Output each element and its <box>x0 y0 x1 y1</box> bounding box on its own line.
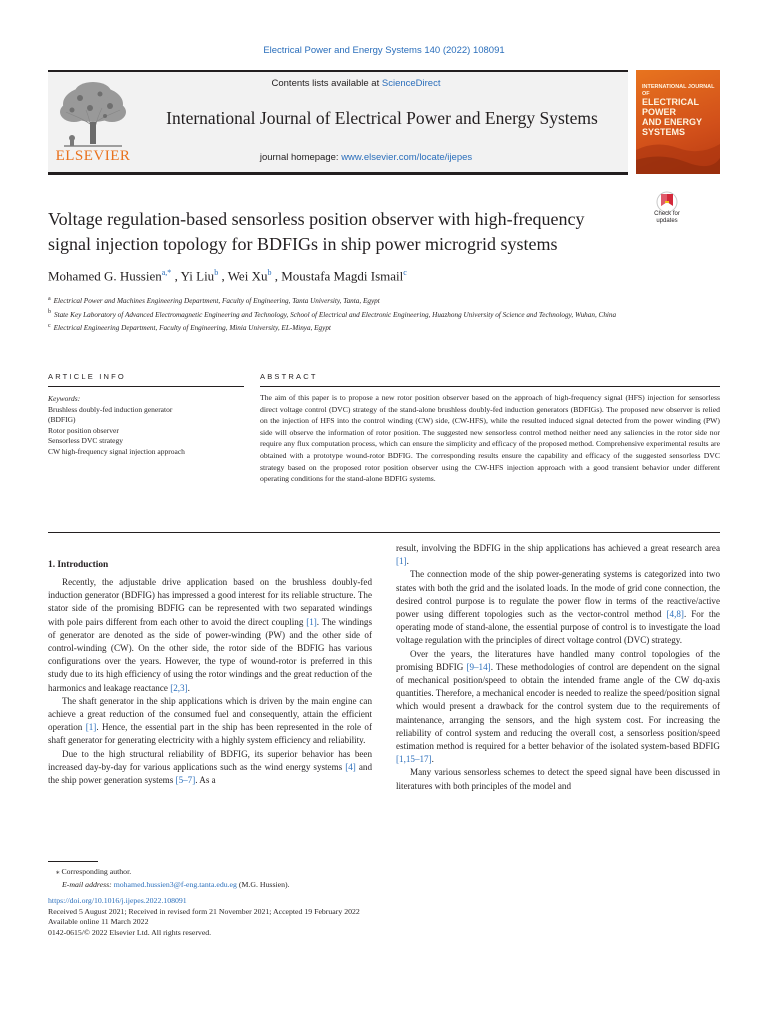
author-name[interactable]: Moustafa Magdi Ismail <box>281 268 404 284</box>
email-line <box>48 879 448 892</box>
author-affiliation-marker[interactable]: b <box>267 268 272 277</box>
received-dates: Received 5 August 2021; Received in revised form 21 November 2021; Accepted 19 February 2022 <box>48 906 360 916</box>
cover-line: INTERNATIONAL JOURNAL OF <box>642 84 715 97</box>
section-heading-introduction: 1. Introduction <box>48 560 109 570</box>
paragraph-text: . <box>431 754 434 765</box>
contents-prefix: Contents lists available at <box>271 78 382 89</box>
affiliation-text: State Key Laboratory of Advanced Electromagnetic Engineering and Technology, School of Electrical and Electronic Engineering, Huazhong University of Science and Technology, Wuhan, China <box>54 310 617 319</box>
citation-link[interactable]: [2,3] <box>170 682 188 693</box>
body-column-left <box>48 576 372 787</box>
affiliation-item <box>48 321 668 334</box>
asterisk-marker: ⁎ <box>56 868 60 876</box>
keyword-item: Rotor position observer <box>48 425 119 435</box>
author-affiliation-marker[interactable]: c <box>403 268 407 277</box>
elsevier-logo[interactable] <box>50 76 136 166</box>
keyword-item: (BDFIG) <box>48 415 76 424</box>
journal-name: International Journal of Electrical Power and Energy Systems <box>166 108 598 128</box>
abstract-rule <box>260 386 720 387</box>
affiliation-text: Electrical Power and Machines Engineering Department, Faculty of Engineering, Tanta University, Tanta, Egypt <box>53 297 380 306</box>
available-online: Available online 11 March 2022 <box>48 917 149 926</box>
paragraph-text: Recently, the adjustable drive application based on the brushless doubly-fed induction generator (BDFIG) has impressed a good interest for its reliable structure. The stator side of the promising BDFIG can be represented with two separated windings with pole pairs different from each other to avoid the direct coupling <box>48 577 372 627</box>
citation-link[interactable]: [9–14] <box>466 661 491 672</box>
body-column-right <box>396 542 720 793</box>
journal-citation[interactable]: Electrical Power and Energy Systems 140 (2022) 108091 <box>263 45 505 56</box>
keyword-item: Sensorless DVC strategy <box>48 436 123 445</box>
citation-link[interactable]: [4] <box>345 761 356 772</box>
paragraph-text: . Hence, the essential part in the ship has been represented in the role of shaft generator for generating electricity with a highly system efficiency and reliability. <box>48 722 372 746</box>
abstract-text: The aim of this paper is to propose a new rotor position observer based on the approach of high-frequency signal (HFS) injection for sensorless direct voltage control (DVC) strategy of the stand-alone brushless doubly-fed induction generators (BDFIGs). The proposed new observer is relied on the injection of HFS into the control winding (CW) side, (CW-HFS), while the resulted induced signal detected from the power winding (PW) side will observe the information of rotor position. The suggested new sensorless control method neither need any saliencies in the rotor side nor require any flux computation process, which can ensure the simplicity and efficacy of the proposed method. Comprehensive experimental results are obtained with a prototype wound-rotor BDFIG. The corresponding results ensure the capability and efficacy of the suggested sensorless DVC strategy based on the proposed rotor position observer using the CW-HFS injection approach with a good transient behavior under different operating conditions for the stand-alone BDFIG systems. <box>260 393 720 484</box>
paragraph-text: . <box>187 682 190 693</box>
affiliation-item <box>48 307 668 320</box>
paragraph-text: Due to the high structural reliability of BDFIG, its superior behavior has been increased day-by-day for various applications such as the wind energy systems <box>48 748 372 772</box>
article-title: Voltage regulation-based sensorless position observer with high-frequency signal injection topology for BDFIGs in ship power microgrid systems <box>48 209 585 254</box>
author-name[interactable]: Wei Xu <box>227 268 268 284</box>
paragraph-text: . These methodologies of control are dependent on the signal of mechanical position/speed to obtain the intended frame angle of the CW dq-axis quantities. Therefore, a mechanical encoder is needed to realize the speed/position signal which would present a drawback for the control system due to the requirements of maintenance, arranging the sensors, and the high system cost. For increasing the reliability of control system and reducing the overall cost, a sensorless position/speed estimation method is required for a better behavior of the isolated system-based BDFIG <box>396 661 720 752</box>
email-suffix: (M.G. Hussien). <box>236 879 290 889</box>
paragraph-text: . The windings of generator are denoted as the side of power-winding (PW) and the other side of control-winding (CW). On the other side, the rotor side of the BDFIG has various configurations over the years. However, the type of wound-rotor is preferred in this study due to its high efficiency of using the rotor windings and the great reduction of the harmonics and leakage reactance <box>48 616 372 693</box>
article-info-rule <box>48 386 244 387</box>
contents-line <box>136 78 576 89</box>
citation-link[interactable]: [1] <box>396 556 407 567</box>
author-name[interactable]: Mohamed G. Hussien <box>48 268 162 284</box>
abstract-heading: ABSTRACT <box>260 372 318 381</box>
author-list <box>48 268 668 284</box>
keywords-block <box>48 394 244 457</box>
author-separator: , <box>218 268 228 284</box>
paragraph-text: The shaft generator in the ship applications which is driven by the main engine can achieve a great reduction of the consumed fuel and consequently, attain the efficient operation <box>48 695 372 733</box>
cover-line: SYSTEMS <box>642 127 686 137</box>
paragraph-text: . As a <box>195 775 216 786</box>
body-paragraph <box>396 568 720 647</box>
footnotes <box>48 866 448 891</box>
footnote-rule <box>48 861 98 862</box>
journal-cover-image[interactable] <box>636 70 720 174</box>
homepage-prefix: journal homepage: <box>259 152 342 163</box>
body-paragraph <box>48 695 372 748</box>
body-paragraph <box>48 748 372 788</box>
homepage-line <box>136 152 596 163</box>
keywords-title: Keywords: <box>48 394 81 403</box>
affiliation-text: Electrical Engineering Department, Faculty of Engineering, Minia University, EL-Minya, Egypt <box>53 324 331 333</box>
sciencedirect-link[interactable]: ScienceDirect <box>381 78 441 89</box>
homepage-link[interactable]: www.elsevier.com/locate/ijepes <box>341 152 473 163</box>
cover-line: AND ENERGY <box>642 117 703 127</box>
abstract-bottom-rule <box>48 532 720 533</box>
citation-link[interactable]: [1] <box>85 722 97 733</box>
publisher-wordmark: ELSEVIER <box>55 148 131 164</box>
body-paragraph <box>48 576 372 695</box>
affiliations <box>48 294 668 334</box>
citation-link[interactable]: [4,8] <box>666 609 684 620</box>
article-info-heading: ARTICLE INFO <box>48 372 126 381</box>
publication-details <box>48 896 548 938</box>
cover-line: ELECTRICAL <box>642 97 699 107</box>
body-paragraph <box>396 648 720 767</box>
paragraph-text: The connection mode of the ship power-generating systems is categorized into two states with both the grid and the isolated loads. In the mode of grid cone connection, the desired control purpose is to regulate the power flow in terms of the reactive/active power using different topologies such as the vector-control method <box>396 569 720 620</box>
author-separator: , <box>171 268 181 284</box>
corresponding-author-note <box>48 866 448 879</box>
citation-link[interactable]: [5–7] <box>175 775 196 786</box>
paragraph-text: . For the operating mode of stand-alone, the essential purpose of control is to investigate the load voltage regulation with the principles of direct voltage control (DVC) strategy. <box>396 609 720 646</box>
paragraph-text: and the ship power generation systems <box>48 761 372 786</box>
paragraph-text: Many various sensorless schemes to detect the speed signal have been discussed in literatures with both principles of the model and <box>396 767 720 791</box>
citation-link[interactable]: [1,15–17] <box>396 754 432 765</box>
corresponding-author-text: Corresponding author. <box>61 867 132 876</box>
cover-line: POWER <box>642 107 677 117</box>
paragraph-text: . <box>406 556 409 567</box>
cover-graphic-icon <box>636 70 720 174</box>
affiliation-key: c <box>48 322 51 329</box>
keyword-list <box>48 405 244 458</box>
affiliation-key: b <box>48 309 51 316</box>
body-paragraph <box>396 766 720 792</box>
header-divider <box>48 172 628 175</box>
keyword-item: CW high-frequency signal injection approach <box>48 446 185 456</box>
copyright-line: 0142-0615/© 2022 Elsevier Ltd. All rights reserved. <box>48 927 212 937</box>
doi-link[interactable]: https://doi.org/10.1016/j.ijepes.2022.108091 <box>48 896 187 905</box>
keyword-item: Brushless doubly-fed induction generator <box>48 404 173 414</box>
paragraph-text: result, involving the BDFIG in the ship applications has achieved a great research area <box>396 543 720 553</box>
author-affiliation-marker[interactable]: a,* <box>161 268 172 277</box>
affiliation-key: a <box>48 296 51 302</box>
author-affiliation-marker[interactable]: b <box>214 268 219 277</box>
paragraph-text: Over the years, the literatures have handled many control topologies of the promising BDFIG <box>396 648 720 672</box>
affiliation-item <box>48 294 668 307</box>
citation-link[interactable]: [1] <box>306 616 317 627</box>
author-name[interactable]: Yi Liu <box>180 268 215 284</box>
email-link[interactable]: mohamed.hussien3@f-eng.tanta.edu.eg <box>113 879 237 889</box>
email-label: E-mail address: <box>62 879 114 889</box>
author-separator: , <box>271 268 282 284</box>
body-paragraph <box>396 542 720 568</box>
crossmark-label: Check for updates <box>654 211 680 224</box>
